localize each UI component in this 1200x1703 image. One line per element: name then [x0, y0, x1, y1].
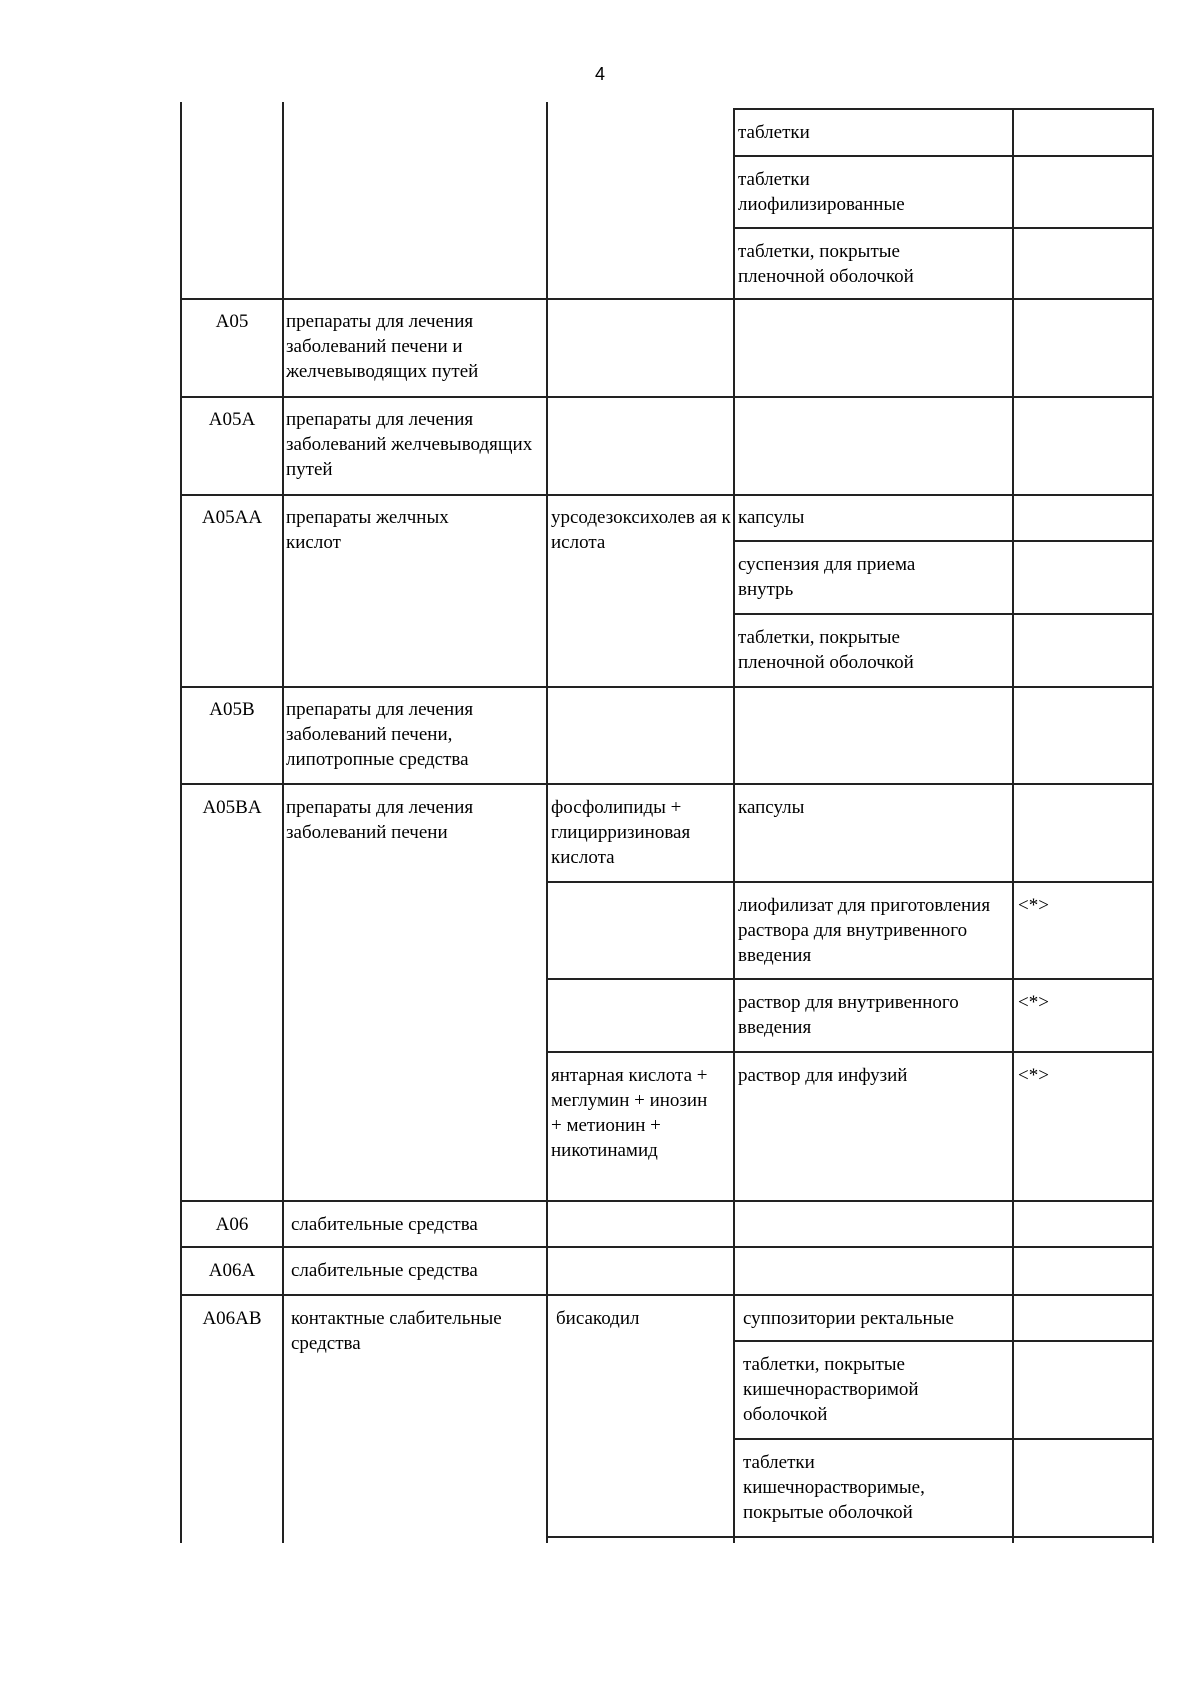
form-cell: таблетки кишечнорастворимые, покрытые оболочкой — [743, 1452, 925, 1523]
row-divider — [180, 494, 1153, 496]
table-border-top-forms — [733, 108, 1153, 110]
atc-group-name: слабительные средства — [291, 1260, 478, 1281]
page-number: 4 — [594, 64, 605, 84]
atc-code: A05A — [208, 409, 256, 430]
note-cell: <*> — [1018, 1065, 1049, 1086]
form-cell: капсулы — [738, 797, 805, 818]
drug-name: бисакодил — [556, 1308, 640, 1329]
atc-code: A06AB — [202, 1308, 262, 1329]
table-border-bottom — [546, 1536, 1153, 1538]
form-cell: суппозитории ректальные — [743, 1308, 954, 1329]
drug-name: урсодезоксихолев ая кислота — [551, 507, 731, 553]
table-border-right — [1152, 108, 1154, 1543]
form-cell: таблетки, покрытые пленочной оболочкой — [738, 627, 914, 673]
column-divider-name — [546, 102, 548, 1543]
drug-divider — [546, 1051, 1153, 1053]
form-cell: суспензия для приема внутрь — [738, 554, 916, 600]
row-divider — [180, 1294, 1153, 1296]
form-cell: капсулы — [738, 507, 805, 528]
atc-group-name: слабительные средства — [291, 1214, 478, 1235]
form-cell: таблетки, покрытые пленочной оболочкой — [738, 241, 914, 287]
note-cell: <*> — [1018, 992, 1049, 1013]
form-divider — [733, 1438, 1153, 1440]
atc-group-name: препараты для лечения заболеваний печени, липотропные средства — [286, 699, 474, 770]
form-divider — [546, 978, 1153, 980]
row-divider — [180, 1200, 1153, 1202]
atc-code: A05AA — [201, 507, 263, 528]
form-cell: раствор для инфузий — [738, 1065, 908, 1086]
row-divider — [180, 686, 1153, 688]
drug-name: янтарная кислота + меглумин + инозин + метионин + никотинамид — [551, 1065, 708, 1161]
atc-group-name: препараты для лечения заболеваний желчевыводящих путей — [286, 409, 533, 480]
atc-group-name: контактные слабительные средства — [291, 1308, 502, 1354]
atc-code: A05B — [209, 699, 255, 720]
atc-code: A06A — [208, 1260, 256, 1281]
form-divider — [733, 227, 1153, 229]
form-divider — [733, 613, 1153, 615]
form-cell: раствор для внутривенного введения — [738, 992, 959, 1038]
atc-group-name: препараты для лечения заболеваний печени — [286, 797, 474, 843]
note-cell: <*> — [1018, 895, 1049, 916]
column-divider-code — [282, 102, 284, 1543]
row-divider — [180, 396, 1153, 398]
atc-code: A05BA — [202, 797, 262, 818]
row-divider — [180, 783, 1153, 785]
form-divider — [733, 540, 1153, 542]
column-divider-drug — [733, 108, 735, 1543]
drug-name: фосфолипиды + глицирризиновая кислота — [551, 797, 691, 868]
atc-group-name: препараты желчных кислот — [286, 507, 449, 553]
form-cell: таблетки — [738, 122, 810, 143]
row-divider — [180, 1246, 1153, 1248]
row-divider — [180, 298, 1153, 300]
column-divider-form — [1012, 108, 1014, 1543]
form-divider — [733, 1340, 1153, 1342]
form-divider — [546, 881, 1153, 883]
atc-group-name: препараты для лечения заболеваний печени и желчевыводящих путей — [286, 311, 479, 382]
atc-code: A05 — [215, 311, 249, 332]
form-cell: таблетки, покрытые кишечнорастворимой оболочкой — [743, 1354, 919, 1425]
form-divider — [733, 155, 1153, 157]
atc-code: A06 — [215, 1214, 249, 1235]
form-cell: таблетки лиофилизированные — [738, 169, 905, 215]
form-cell: лиофилизат для приготовления раствора для внутривенного введения — [738, 895, 991, 966]
